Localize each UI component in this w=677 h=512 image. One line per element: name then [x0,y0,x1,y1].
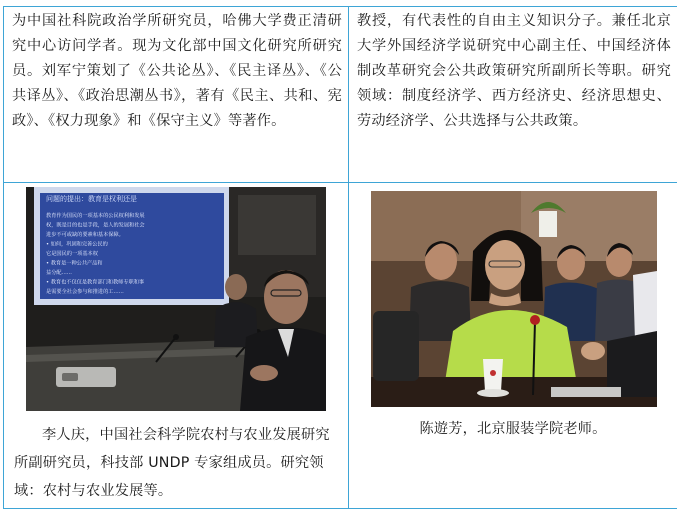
photo-chen-youfang [371,191,657,407]
bio-text-left: 为中国社科院政治学所研究员，哈佛大学费正清研究中心访问学者。现为文化部中国文化研究所研究员。刘军宁策划了《公共论丛》、《民主译丛》、《公共译丛》、《政治思潮丛书》，著有《民主、共和、宪政》、《权力现象》和《保守主义》等著作。 [12,13,342,129]
slide-heading: 问题的提出：教育是权利还是 [46,195,137,203]
caption-li-renqing: 李人庆，中国社会科学院农村与农业发展研究所副研究员，科技部 UNDP 专家组成员。研究领域：农村与农业发展等。 [14,427,330,499]
slide-line: • 教育也不仅仅是教育部门和教师专职和事 [46,279,145,286]
cell-top-left [4,7,349,183]
cell-bottom-right [349,183,677,509]
slide-line: 是需要全社会参与和推进的工…… [46,289,124,295]
bio-table [3,6,677,509]
cell-top-right [349,7,677,183]
photo-li-renqing [26,187,326,411]
slide-line: 益分配…… [46,270,72,276]
bio-text-right: 教授，有代表性的自由主义知识分子。兼任北京大学外国经济学说研究中心副主任、中国经济体制改革研究会公共政策研究所副所长等职。研究领域：制度经济学、西方经济史、经济思想史、劳动经济学、公共选择与公共政策。 [357,13,671,129]
cell-bottom-left [4,183,349,509]
slide-line: 它是国民的一项基本权 [46,251,98,257]
caption-chen-youfang: 陈遊芳，北京服装学院老师。 [419,421,607,437]
slide-line: 教育作为国民的一项基本的公民权利和发展 [46,213,145,219]
table-row [4,183,677,509]
table-row [4,7,677,183]
slide-line: • 教育是一种公共产品和 [46,260,103,267]
slide-line: 进步不可或缺的要素和基本保障。 [46,232,124,238]
slide-line: 权，既是目的也是手段，是人的发展和社会 [46,222,145,229]
slide-line: • 如何，巩固和完善公民的 [46,241,108,248]
